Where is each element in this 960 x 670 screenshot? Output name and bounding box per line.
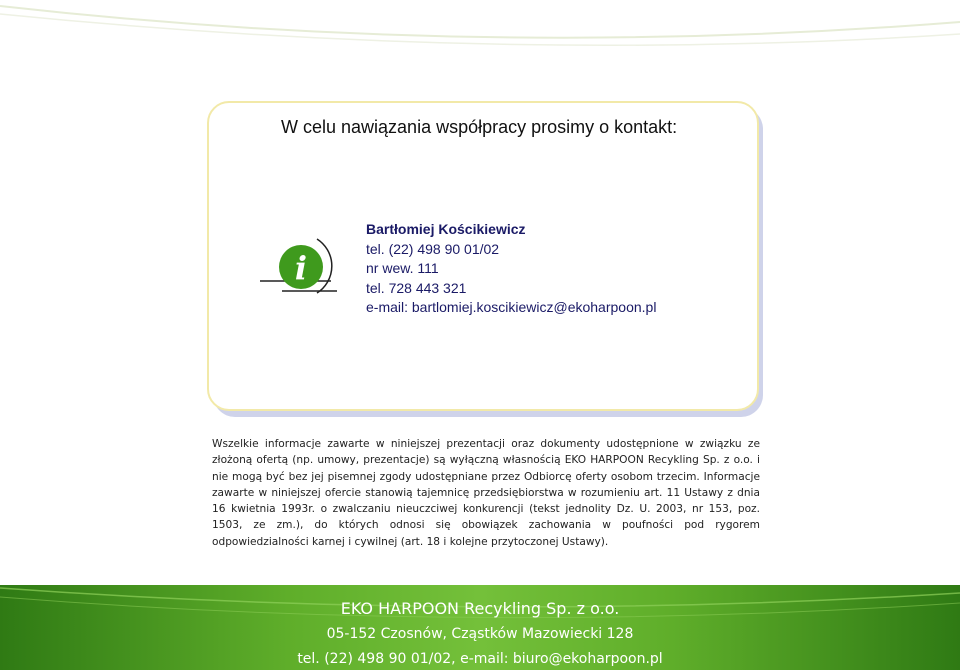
contact-mobile: tel. 728 443 321 [366, 279, 467, 296]
info-icon [257, 233, 337, 303]
contact-details [366, 220, 656, 318]
contact-email[interactable]: e-mail: bartlomiej.koscikiewicz@ekoharpoon.pl [366, 299, 657, 315]
confidentiality-disclaimer: Wszelkie informacje zawarte w niniejszej prezentacji oraz dokumenty udostępnione w związku ze złożoną ofertą (np. umowy, prezentacje) są wyłączną własnością EKO HARPOON Recykling Sp. z o.o. i nie mogą być bez jej pisemnej zgody udostępniane przez Odbiorcę oferty osobom trzecim. Informacje zawarte w niniejszej ofercie stanowią tajemnicę przedsiębiorstwa w rozumieniu art. 11 Ustawy z dnia 16 kwietnia 1993r. o zwalczaniu nieuczciwej konkurencji (tekst jednolity Dz. U. 2003, nr 153, poz. 1503, ze zm.), do których odnosi się obowiązek zachowania w poufności pod rygorem odpowiedzialności karnej i cywilnej (art. 18 i kolejne przytoczonej Ustawy). [212, 438, 760, 548]
footer-company: EKO HARPOON Recykling Sp. z o.o. [340, 599, 620, 618]
contact-phone: tel. (22) 498 90 01/02 [366, 240, 500, 257]
footer-address: 05-152 Czosnów, Cząstków Mazowiecki 128 [326, 626, 634, 642]
card-title: W celu nawiązania współpracy prosimy o kontakt: [281, 117, 678, 137]
footer-contact[interactable]: tel. (22) 498 90 01/02, e-mail: biuro@ekoharpoon.pl [297, 651, 663, 667]
footer [0, 585, 960, 670]
top-decorative-lines [0, 0, 960, 60]
footer-text [0, 598, 960, 670]
contact-extension: nr wew. 111 [366, 260, 439, 276]
contact-name: Bartłomiej Kościkiewicz [366, 221, 526, 237]
svg-text:i: i [294, 249, 308, 287]
contact-card [207, 101, 759, 411]
